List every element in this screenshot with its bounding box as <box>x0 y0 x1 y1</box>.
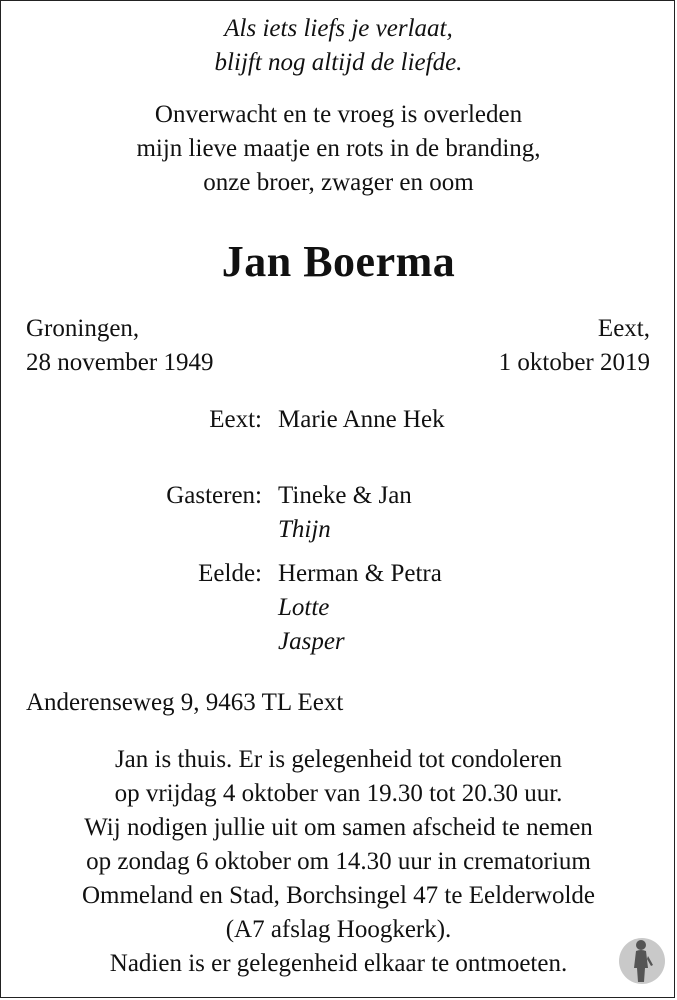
closing-line: Wij nodigen jullie uit om samen afscheid te nemen <box>84 814 593 841</box>
deceased-name: Jan Boerma <box>221 237 456 286</box>
motto-line: blijft nog altijd de liefde. <box>214 49 463 76</box>
death-info <box>499 312 650 380</box>
intro-line: onze broer, zwager en oom <box>203 169 474 196</box>
relative-place: Eext: <box>209 406 262 433</box>
memorial-figure-icon <box>617 932 667 990</box>
address: Anderenseweg 9, 9463 TL Eext <box>26 689 344 716</box>
birth-place: Groningen, <box>26 315 140 342</box>
relative-child: Thijn <box>278 516 331 543</box>
closing-line: (A7 afslag Hoogkerk). <box>225 916 452 943</box>
intro-line: mijn lieve maatje en rots in de branding, <box>136 135 541 162</box>
motto-line: Als iets liefs je verlaat, <box>224 15 453 42</box>
relative-group <box>278 479 412 547</box>
relative-place: Gasteren: <box>166 482 262 509</box>
closing-text <box>0 743 677 981</box>
birth-date: 28 november 1949 <box>26 349 214 376</box>
relative-place: Eelde: <box>198 560 262 587</box>
death-date: 1 oktober 2019 <box>498 349 650 376</box>
relative-names: Herman & Petra <box>278 560 442 587</box>
closing-line: Jan is thuis. Er is gelegenheid tot condoleren <box>114 746 563 773</box>
relative-names: Tineke & Jan <box>278 482 412 509</box>
relative-child: Jasper <box>278 628 345 655</box>
intro-text <box>0 98 677 200</box>
relative-child: Lotte <box>278 594 330 621</box>
closing-line: Ommeland en Stad, Borchsingel 47 te Eelderwolde <box>81 882 596 909</box>
death-place: Eext, <box>597 315 650 342</box>
relative-names: Marie Anne Hek <box>278 406 445 433</box>
motto <box>0 12 677 80</box>
closing-line: Nadien is er gelegenheid elkaar te ontmoeten. <box>109 950 568 977</box>
relative-group <box>278 557 442 659</box>
intro-line: Onverwacht en te vroeg is overleden <box>154 101 523 128</box>
closing-line: op vrijdag 4 oktober van 19.30 tot 20.30 uur. <box>114 780 563 807</box>
closing-line: op zondag 6 oktober om 14.30 uur in crematorium <box>86 848 591 875</box>
birth-info <box>26 312 213 380</box>
